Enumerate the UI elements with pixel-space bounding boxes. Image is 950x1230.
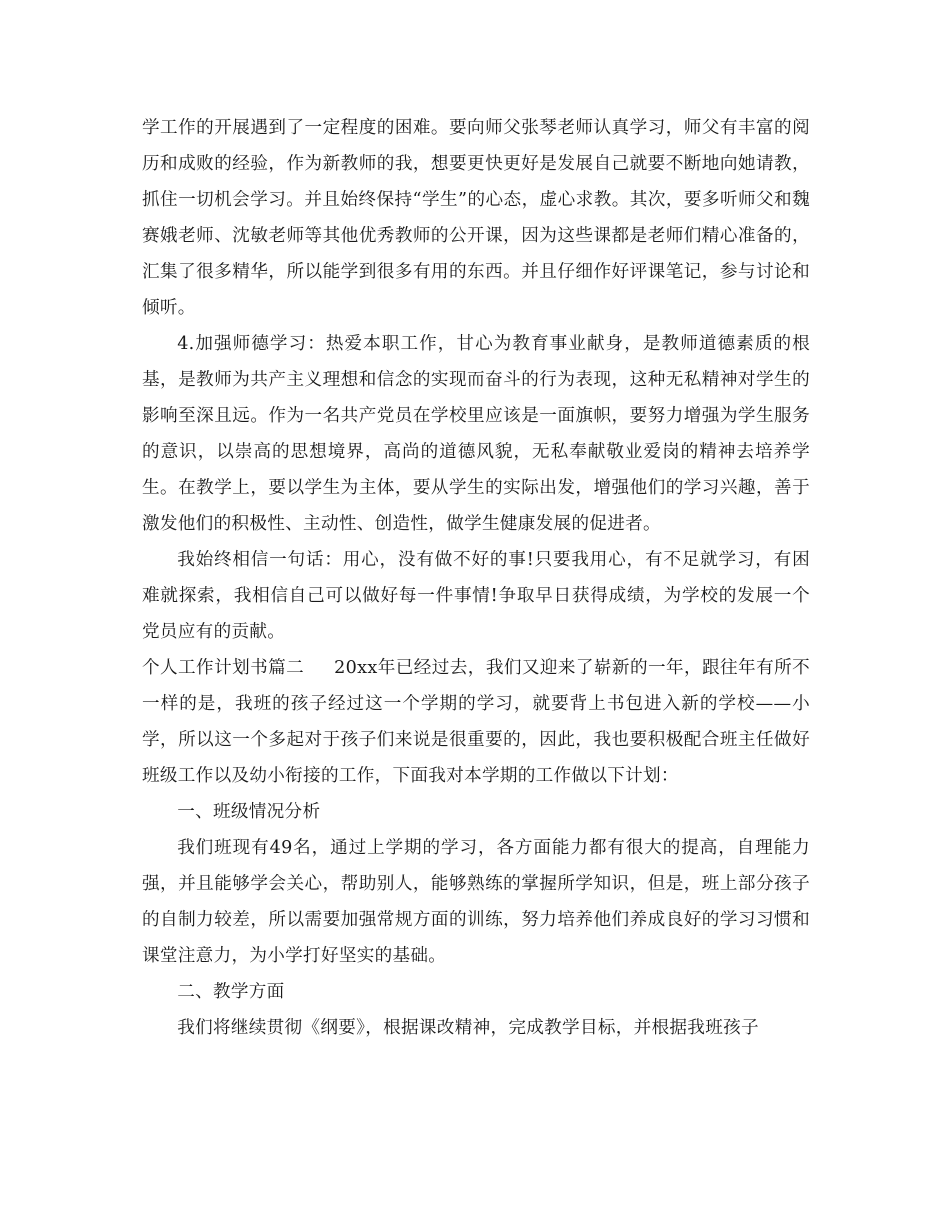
heading-class-analysis: 一、班级情况分析	[177, 802, 321, 822]
document-body	[142, 110, 810, 1046]
paragraph-teacher-ethics: 4.加强师德学习：热爱本职工作，甘心为教育事业献身，是教师道德素质的根基，是教师为共产主义理想和信念的实现而奋斗的行为表现，这种无私精神对学生的影响至深且远。作为一名共产党员在学校里应该是一面旗帜，要努力增强为学生服务的意识，以崇高的思想境界，高尚的道德风貌，无私奉献敬业爱岗的精神去培养学生。在教学上，要以学生为主体，要从学生的实际出发，增强他们的学习兴趣，善于激发他们的积极性、主动性、创造性，做学生健康发展的促进者。	[142, 334, 810, 534]
section-intro-text: 20xx年已经过去，我们又迎来了崭新的一年，跟往年有所不一样的是，我班的孩子经过这一个学期的学习，就要背上书包进入新的学校——小学，所以这一个多起对于孩子们来说是很重要的，因此，我也要积极配合班主任做好班级工作以及幼小衔接的工作，下面我对本学期的工作做以下计划：	[142, 658, 810, 786]
section-title: 个人工作计划书篇二	[142, 658, 305, 678]
paragraph-belief: 我始终相信一句话：用心，没有做不好的事!只要我用心，有不足就学习，有困难就探索，我相信自己可以做好每一件事情!争取早日获得成绩，为学校的发展一个党员应有的贡献。	[142, 550, 810, 642]
paragraph-teaching: 我们将继续贯彻《纲要》，根据课改精神，完成教学目标，并根据我班孩子	[177, 1018, 759, 1038]
section-two-intro	[142, 650, 810, 794]
paragraph-continuation: 学工作的开展遇到了一定程度的困难。要向师父张琴老师认真学习，师父有丰富的阅历和成败的经验，作为新教师的我，想要更快更好是发展自己就要不断地向她请教，抓住一切机会学习。并且始终保持“学生”的心态，虚心求教。其次，要多听师父和魏赛娥老师、沈敏老师等其他优秀教师的公开课，因为这些课都是老师们精心准备的，汇集了很多精华，所以能学到很多有用的东西。并且仔细作好评课笔记，参与讨论和倾听。	[142, 118, 810, 318]
paragraph-class-analysis: 我们班现有49名，通过上学期的学习，各方面能力都有很大的提高，自理能力强，并且能够学会关心，帮助别人，能够熟练的掌握所学知识，但是，班上部分孩子的自制力较差，所以需要加强常规方面的训练，努力培养他们养成良好的学习习惯和课堂注意力，为小学打好坚实的基础。	[142, 838, 810, 966]
heading-teaching: 二、教学方面	[177, 982, 285, 1002]
